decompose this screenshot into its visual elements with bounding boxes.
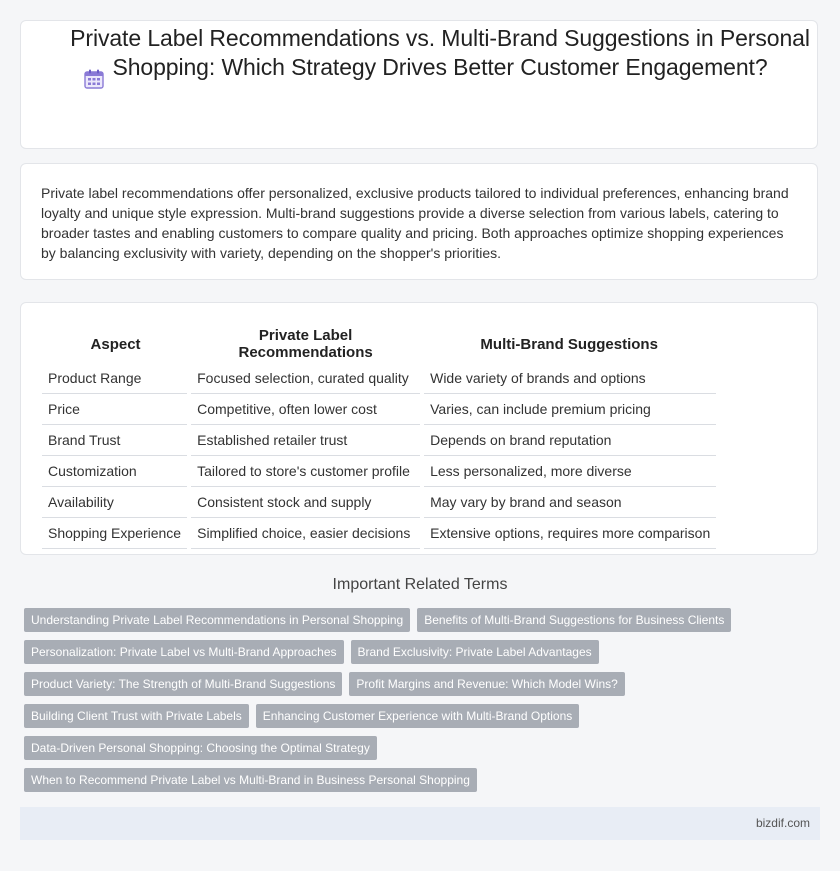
intro-paragraph: Private label recommendations offer personalized, exclusive products tailored to individual preferences, enhancing brand loyalty and unique style expression. Multi-brand suggestions provide a diverse selection from various labels, catering to broader tastes and enabling customers to compare quality and pricing. Both approaches optimize shopping experiences by balancing exclusivity with variety, depending on the shopper's priorities.: [41, 185, 789, 261]
table-cell: Competitive, often lower cost: [189, 394, 422, 425]
related-term-tag[interactable]: When to Recommend Private Label vs Multi-Brand in Business Personal Shopping: [24, 768, 477, 792]
related-term-tag[interactable]: Personalization: Private Label vs Multi-Brand Approaches: [24, 640, 344, 664]
table-cell: Depends on brand reputation: [422, 425, 716, 456]
table-cell: Consistent stock and supply: [189, 487, 422, 518]
related-terms: [24, 608, 784, 800]
table-cell: Availability: [42, 487, 189, 518]
table-cell: Brand Trust: [42, 425, 189, 456]
table-cell: Varies, can include premium pricing: [422, 394, 716, 425]
comparison-card: [20, 302, 818, 555]
table-cell: Wide variety of brands and options: [422, 363, 716, 394]
table-cell: May vary by brand and season: [422, 487, 716, 518]
related-term-tag[interactable]: Product Variety: The Strength of Multi-Brand Suggestions: [24, 672, 342, 696]
table-row: [42, 394, 716, 425]
related-term-tag[interactable]: Brand Exclusivity: Private Label Advantages: [351, 640, 599, 664]
table-cell: Simplified choice, easier decisions: [189, 518, 422, 549]
header-private-label: Private Label Recommendations: [238, 327, 373, 361]
related-term-tag[interactable]: Building Client Trust with Private Labels: [24, 704, 249, 728]
page-title: Private Label Recommendations vs. Multi-Brand Suggestions in Personal Shopping: Which Strategy Drives Better Customer Engagement?: [70, 25, 810, 80]
table-row: [42, 487, 716, 518]
table-cell: Focused selection, curated quality: [189, 363, 422, 394]
table-cell: Extensive options, requires more comparison: [422, 518, 716, 549]
intro-card: [20, 163, 818, 280]
related-term-tag[interactable]: Enhancing Customer Experience with Multi-Brand Options: [256, 704, 579, 728]
header-aspect: Aspect: [90, 335, 141, 353]
table-cell: Tailored to store's customer profile: [189, 456, 422, 487]
table-cell: Less personalized, more diverse: [422, 456, 716, 487]
table-cell: Price: [42, 394, 189, 425]
table-cell: Shopping Experience: [42, 518, 189, 549]
related-term-tag[interactable]: Data-Driven Personal Shopping: Choosing the Optimal Strategy: [24, 736, 377, 760]
table-cell: Customization: [42, 456, 189, 487]
table-row: [42, 456, 716, 487]
header-multi-brand: Multi-Brand Suggestions: [480, 335, 658, 353]
site-name[interactable]: bizdif.com: [755, 816, 810, 830]
table-cell: Established retailer trust: [189, 425, 422, 456]
table-cell: Product Range: [42, 363, 189, 394]
table-row: [42, 363, 716, 394]
related-term-tag[interactable]: Profit Margins and Revenue: Which Model Wins?: [349, 672, 624, 696]
footer: [20, 807, 820, 840]
related-term-tag[interactable]: Benefits of Multi-Brand Suggestions for Business Clients: [417, 608, 731, 632]
table-row: [42, 425, 716, 456]
related-term-tag[interactable]: Understanding Private Label Recommendations in Personal Shopping: [24, 608, 410, 632]
comparison-table: [42, 325, 716, 549]
table-row: [42, 518, 716, 549]
related-terms-heading: Important Related Terms: [332, 576, 508, 593]
table-header-row: [42, 325, 716, 363]
